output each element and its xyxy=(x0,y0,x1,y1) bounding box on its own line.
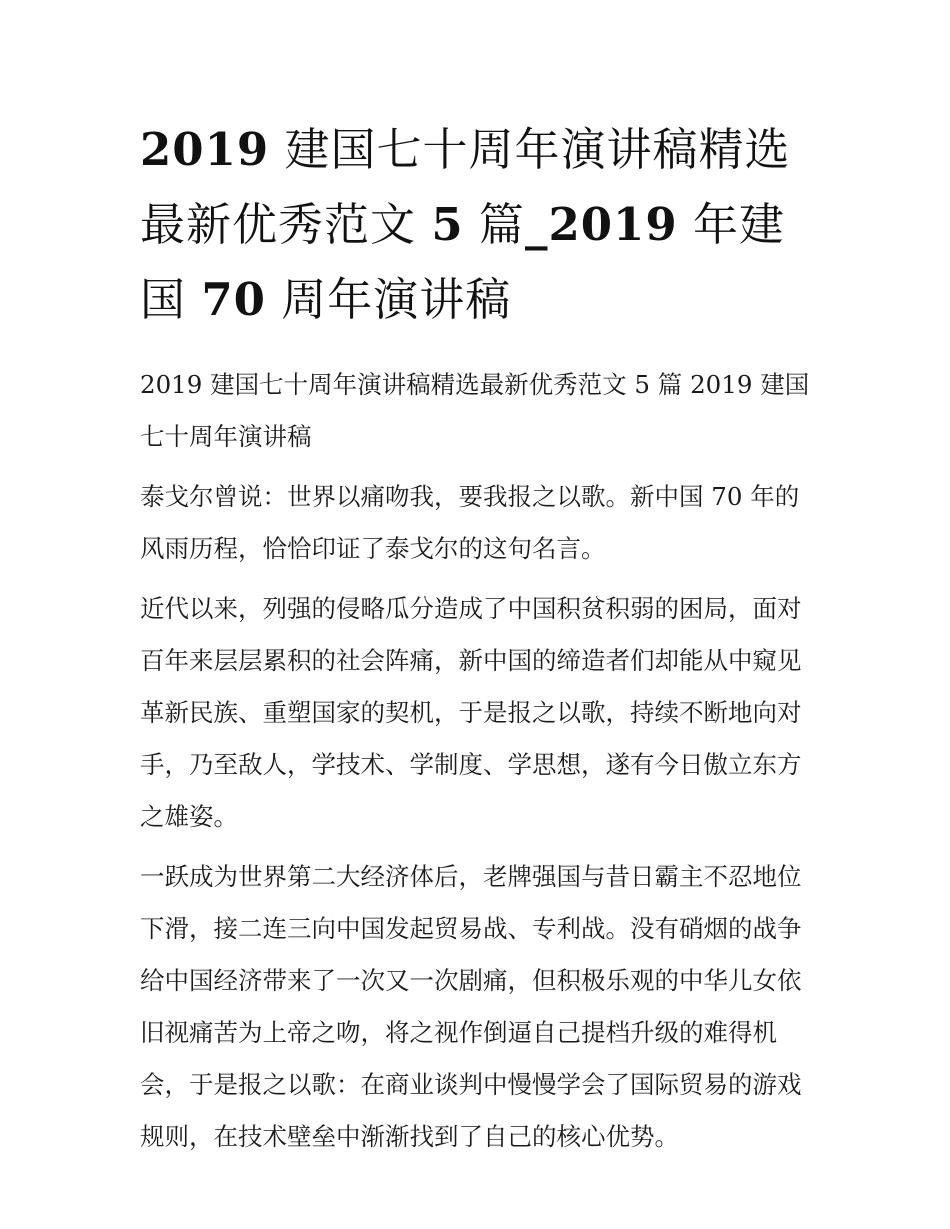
document-title xyxy=(140,112,812,337)
title-segment: 建国七十周年演讲稿精选最新优秀范文 xyxy=(140,123,791,251)
title-year: 2019 xyxy=(140,123,270,176)
body-paragraph: 一跃成为世界第二大经济体后，老牌强国与昔日霸主不忍地位下滑，接二连三向中国发起贸易战、专利战。没有硝烟的战争给中国经济带来了一次又一次剧痛，但积极乐观的中华儿女依旧视痛苦为上帝之吻，将之视作倒逼自己提档升级的难得机会，于是报之以歌：在商业谈判中慢慢学会了国际贸易的游戏规则，在技术壁垒中渐渐找到了自己的核心优势。 xyxy=(140,862,802,1151)
document-body xyxy=(140,112,812,1163)
subtitle-paragraph: 2019 建国七十周年演讲稿精选最新优秀范文 5 篇 2019 建国七十周年演讲稿 xyxy=(140,370,810,451)
title-count: 5 xyxy=(431,198,464,251)
body-paragraph: 泰戈尔曾说：世界以痛吻我，要我报之以歌。新中国 70 年的风雨历程，恰恰印证了泰戈尔的这句名言。 xyxy=(140,482,800,563)
title-segment: 年建国 xyxy=(140,198,785,326)
title-year-2: _2019 xyxy=(524,198,678,251)
title-segment: 周年演讲稿 xyxy=(265,273,512,326)
body-paragraph: 近代以来，列强的侵略瓜分造成了中国积贫积弱的困局，面对百年来层层累积的社会阵痛，新中国的缔造者们却能从中窥见革新民族、重塑国家的契机，于是报之以歌，持续不断地向对手，乃至敌人，学技术、学制度、学思想，遂有今日傲立东方之雄姿。 xyxy=(140,594,802,831)
title-anniversary: 70 xyxy=(201,273,266,326)
title-segment: 篇 xyxy=(463,198,525,251)
